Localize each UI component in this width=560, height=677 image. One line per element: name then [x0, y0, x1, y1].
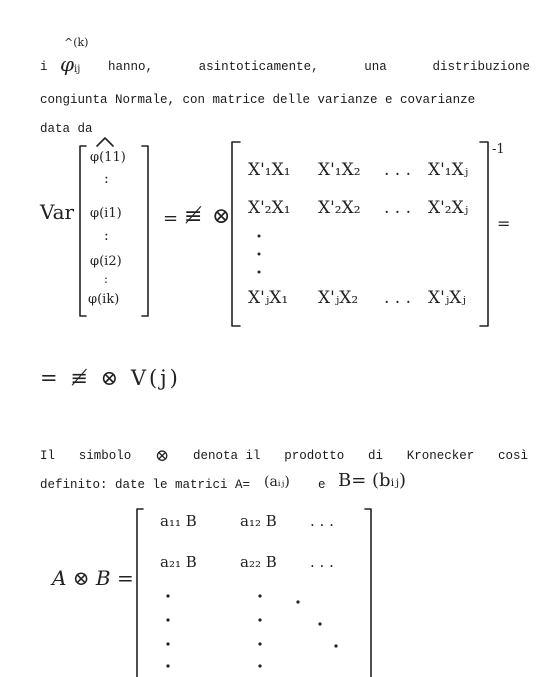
word: Kronecker [406, 449, 475, 463]
block-cell: a₂₁ B [160, 553, 197, 571]
para2-line1 [40, 446, 528, 466]
word: simbolo [78, 449, 132, 463]
B-definition: B= (bᵢⱼ) [338, 470, 406, 491]
kronecker-dots [160, 590, 360, 670]
matrix-dots: . . . [384, 160, 412, 180]
otimes-symbol: ⊗ [155, 446, 170, 466]
word: hanno, [108, 60, 154, 74]
para1-line3: data da [40, 122, 93, 136]
para2-line2: definito: date le matrici A= [40, 478, 251, 492]
matrix-cell: X'₂X₂ [318, 198, 361, 218]
vector-dots: : [104, 171, 109, 187]
word: Il [40, 449, 56, 463]
sigma-symbol: ≢ [184, 204, 203, 229]
matrix-cell: X'₁X₁ [248, 160, 291, 180]
matrix-dots: . . . [384, 288, 412, 308]
var-label: Var [40, 200, 75, 224]
word: asintoticamente, [198, 60, 319, 74]
word: denota il [192, 449, 261, 463]
matrix-cell: X'₂X₁ [248, 198, 291, 218]
para1-line2: congiunta Normale, con matrice delle varianze e covarianze [40, 93, 476, 107]
matrix-cell: X'ⱼXⱼ [428, 288, 466, 308]
block-dots: . . . [310, 512, 334, 530]
block-cell: a₂₂ B [240, 553, 277, 571]
equals-sign: = [163, 208, 179, 229]
matrix-cell: X'₁X₂ [318, 160, 361, 180]
equals-sign: = [497, 214, 511, 233]
vector-dots: : [104, 228, 109, 244]
matrix-dots: . . . [384, 198, 412, 218]
word: una [364, 60, 387, 74]
block-dots: . . . [310, 553, 334, 571]
conjunction: e [318, 478, 326, 492]
phi-superscript: ^(k) [64, 36, 89, 49]
matrix-cell: X'ⱼX₁ [248, 288, 289, 308]
vector-entry: φ(11) [90, 150, 126, 165]
equation-v: = ≢ ⊗ V(j) [40, 366, 181, 390]
block-cell: a₁₁ B [160, 512, 197, 530]
vector-dots: : [104, 272, 109, 286]
matrix-cell: X'₁Xⱼ [428, 160, 469, 180]
inverse-exponent: -1 [492, 142, 505, 157]
block-cell: a₁₂ B [240, 512, 277, 530]
word: distribuzione [432, 60, 530, 74]
phi-subscript: ij [74, 64, 81, 75]
vertical-dots [256, 232, 266, 282]
word: di [367, 449, 383, 463]
word: prodotto [284, 449, 345, 463]
vector-entry: φ(i1) [90, 206, 122, 221]
vector-entry: φ(ik) [88, 292, 120, 307]
kronecker-lhs: A ⊗ B = [52, 566, 134, 590]
matrix-cell: X'₂Xⱼ [428, 198, 469, 218]
phi-symbol: φ [60, 52, 75, 76]
word: così [497, 449, 528, 463]
matrix-cell: X'ⱼX₂ [318, 288, 359, 308]
para1-lead: i [40, 60, 48, 74]
otimes-symbol: ⊗ [212, 204, 231, 229]
A-definition: (aᵢⱼ) [264, 474, 290, 490]
vector-entry: φ(i2) [90, 254, 122, 269]
para1-line1 [108, 60, 530, 74]
